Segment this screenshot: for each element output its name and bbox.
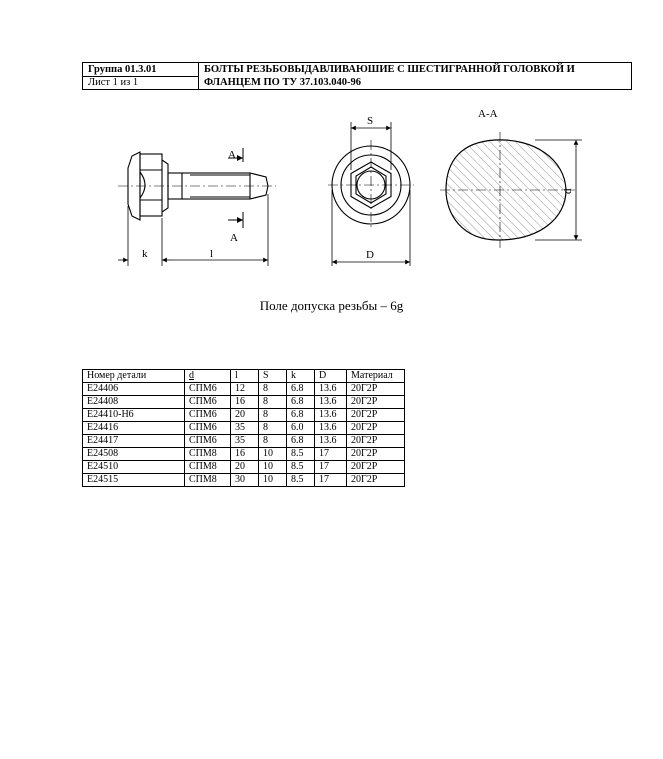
cell-l: 16: [231, 396, 259, 409]
cell-material: 20Г2Р: [347, 474, 405, 487]
cell-s: 8: [259, 396, 287, 409]
cell-l: 16: [231, 448, 259, 461]
dim-D-label: D: [366, 249, 374, 261]
col-s: S: [259, 370, 287, 383]
cell-k: 8.5: [287, 461, 315, 474]
cell-s: 8: [259, 435, 287, 448]
col-material: Материал: [347, 370, 405, 383]
cut-label-bottom: А: [230, 232, 238, 244]
cell-part-number: Е24508: [83, 448, 185, 461]
cell-d: СПМ6: [185, 409, 231, 422]
cell-d: СПМ6: [185, 435, 231, 448]
cell-part-number: Е24417: [83, 435, 185, 448]
cell-material: 20Г2Р: [347, 461, 405, 474]
cell-k: 6.0: [287, 422, 315, 435]
cell-material: 20Г2Р: [347, 383, 405, 396]
cell-part-number: Е24410-Н6: [83, 409, 185, 422]
cell-l: 20: [231, 409, 259, 422]
dim-k-label: k: [142, 248, 148, 260]
table-row: [83, 422, 405, 435]
cell-l: 12: [231, 383, 259, 396]
table-row: [83, 461, 405, 474]
cell-s: 8: [259, 422, 287, 435]
cell-material: 20Г2Р: [347, 409, 405, 422]
table-header-row: [83, 370, 405, 383]
col-d: d: [185, 370, 231, 383]
cell-s: 10: [259, 448, 287, 461]
cell-l: 35: [231, 435, 259, 448]
cell-material: 20Г2Р: [347, 435, 405, 448]
table-row: [83, 383, 405, 396]
title-line-2: ФЛАНЦЕМ ПО ТУ 37.103.040-96: [204, 76, 362, 88]
cell-D: 13.6: [315, 396, 347, 409]
bolt-side-view: [118, 152, 276, 220]
col-l: l: [231, 370, 259, 383]
thread-section: [440, 132, 575, 248]
table-row: [83, 448, 405, 461]
cell-d: СПМ8: [185, 448, 231, 461]
cell-s: 10: [259, 474, 287, 487]
cell-l: 30: [231, 474, 259, 487]
table-row: [83, 409, 405, 422]
cell-part-number: Е24406: [83, 383, 185, 396]
cell-d: СПМ8: [185, 474, 231, 487]
dim-d-label: d: [562, 188, 574, 194]
cell-k: 6.8: [287, 409, 315, 422]
cell-D: 17: [315, 461, 347, 474]
cell-l: 20: [231, 461, 259, 474]
title-line-1: БОЛТЫ РЕЗЬБОВЫДАВЛИВАЮШИЕ С ШЕСТИГРАННОЙ ГОЛОВКОЙ И: [204, 64, 575, 75]
cell-l: 35: [231, 422, 259, 435]
cell-s: 8: [259, 409, 287, 422]
cell-d: СПМ8: [185, 461, 231, 474]
thread-tolerance-caption: Поле допуска резьбы – 6g: [259, 298, 404, 313]
sheet-label: Лист 1 из 1: [88, 77, 139, 88]
cell-k: 8.5: [287, 448, 315, 461]
cell-part-number: Е24408: [83, 396, 185, 409]
cell-D: 17: [315, 448, 347, 461]
table-body: [83, 383, 405, 487]
table-row: [83, 435, 405, 448]
cell-D: 13.6: [315, 383, 347, 396]
table-row: [83, 396, 405, 409]
cell-k: 8.5: [287, 474, 315, 487]
col-part-number: Номер детали: [83, 370, 185, 383]
cell-d: СПМ6: [185, 422, 231, 435]
col-D: D: [315, 370, 347, 383]
cell-k: 6.8: [287, 383, 315, 396]
bolt-end-view: [328, 140, 414, 230]
cell-d: СПМ6: [185, 396, 231, 409]
cell-part-number: Е24416: [83, 422, 185, 435]
dim-s-label: S: [367, 115, 374, 127]
col-k: k: [287, 370, 315, 383]
cell-k: 6.8: [287, 435, 315, 448]
dim-l-label: l: [210, 248, 214, 260]
cell-D: 13.6: [315, 409, 347, 422]
cell-material: 20Г2Р: [347, 422, 405, 435]
cell-material: 20Г2Р: [347, 448, 405, 461]
cell-k: 6.8: [287, 396, 315, 409]
cell-s: 8: [259, 383, 287, 396]
cell-material: 20Г2Р: [347, 396, 405, 409]
cell-d: СПМ6: [185, 383, 231, 396]
cell-part-number: Е24510: [83, 461, 185, 474]
section-title: А-А: [478, 108, 498, 120]
group-label: Группа 01.3.01: [88, 64, 157, 75]
cell-D: 13.6: [315, 422, 347, 435]
cut-label-top: А: [228, 149, 236, 161]
parts-table: [82, 369, 405, 487]
cell-s: 10: [259, 461, 287, 474]
technical-drawing: [0, 0, 663, 300]
cell-D: 13.6: [315, 435, 347, 448]
table-row: [83, 474, 405, 487]
cell-part-number: Е24515: [83, 474, 185, 487]
cell-D: 17: [315, 474, 347, 487]
